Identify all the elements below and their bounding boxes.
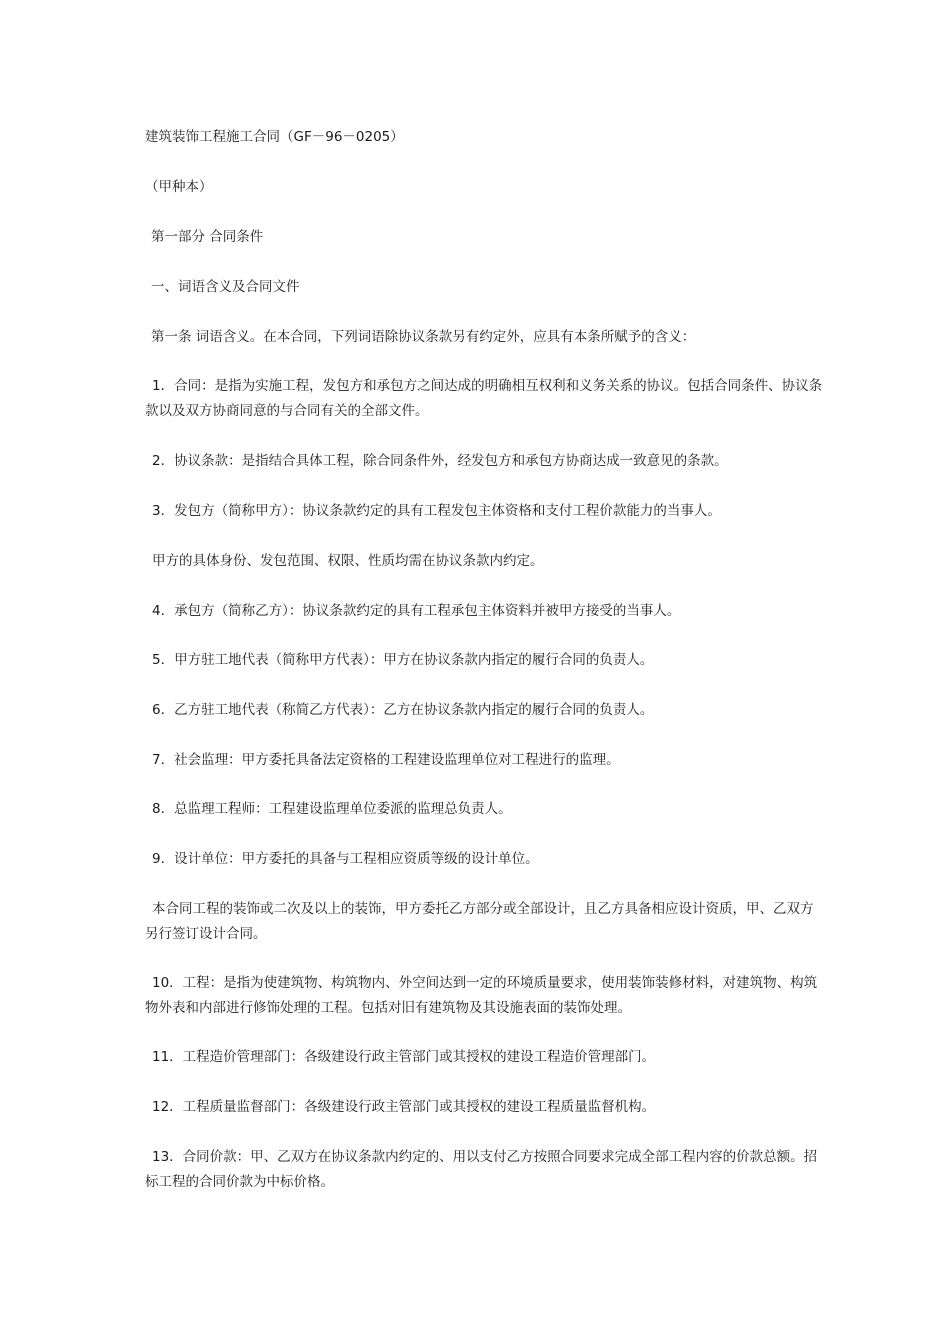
clause-7: 7．社会监理：甲方委托具备法定资格的工程建设监理单位对工程进行的监理。: [152, 752, 620, 768]
article-1-heading: 第一条 词语含义。在本合同，下列词语除协议条款另有约定外，应具有本条所赋予的含义：: [151, 329, 696, 345]
clause-9: 9．设计单位：甲方委托的具备与工程相应资质等级的设计单位。: [152, 851, 539, 867]
clause-4: 4．承包方（简称乙方）：协议条款约定的具有工程承包主体资料并被甲方接受的当事人。: [152, 603, 681, 619]
clause-12: 12．工程质量监督部门：各级建设行政主管部门或其授权的建设工程质量监督机构。: [152, 1099, 656, 1115]
clause-10: 10．工程：是指为使建筑物、构筑物内、外空间达到一定的环境质量要求，使用装饰装修材料，对建筑物、构筑物外表和内部进行修饰处理的工程。包括对旧有建筑物及其设施表面的装饰处理。: [145, 975, 818, 1016]
clause-11: 11．工程造价管理部门：各级建设行政主管部门或其授权的建设工程造价管理部门。: [152, 1049, 656, 1065]
document-title: 建筑装饰工程施工合同（GF－96－0205）: [145, 129, 404, 145]
part-heading: 第一部分 合同条件: [151, 229, 264, 245]
clause-13: 13．合同价款：甲、乙双方在协议条款内约定的、用以支付乙方按照合同要求完成全部工程内容的价款总额。招标工程的合同价款为中标价格。: [145, 1149, 818, 1190]
edition-label: （甲种本）: [145, 179, 213, 195]
clause-8: 8．总监理工程师：工程建设监理单位委派的监理总负责人。: [152, 801, 512, 817]
clause-6: 6．乙方驻工地代表（称简乙方代表）：乙方在协议条款内指定的履行合同的负责人。: [152, 702, 654, 718]
section-heading: 一、词语含义及合同文件: [151, 279, 300, 295]
clause-1: 1．合同：是指为实施工程，发包方和承包方之间达成的明确相互权利和义务关系的协议。包括合同条件、协议条款以及双方协商同意的与合同有关的全部文件。: [145, 378, 823, 419]
clause-9-note: 本合同工程的装饰或二次及以上的装饰，甲方委托乙方部分或全部设计，且乙方具备相应设计资质，甲、乙双方另行签订设计合同。: [145, 901, 814, 942]
clause-2: 2．协议条款：是指结合具体工程，除合同条件外，经发包方和承包方协商达成一致意见的条款。: [152, 453, 728, 469]
clause-3: 3．发包方（简称甲方）：协议条款约定的具有工程发包主体资格和支付工程价款能力的当事人。: [152, 503, 721, 519]
clause-5: 5．甲方驻工地代表（简称甲方代表）：甲方在协议条款内指定的履行合同的负责人。: [152, 652, 654, 668]
clause-3-note: 甲方的具体身份、发包范围、权限、性质均需在协议条款内约定。: [152, 553, 544, 569]
